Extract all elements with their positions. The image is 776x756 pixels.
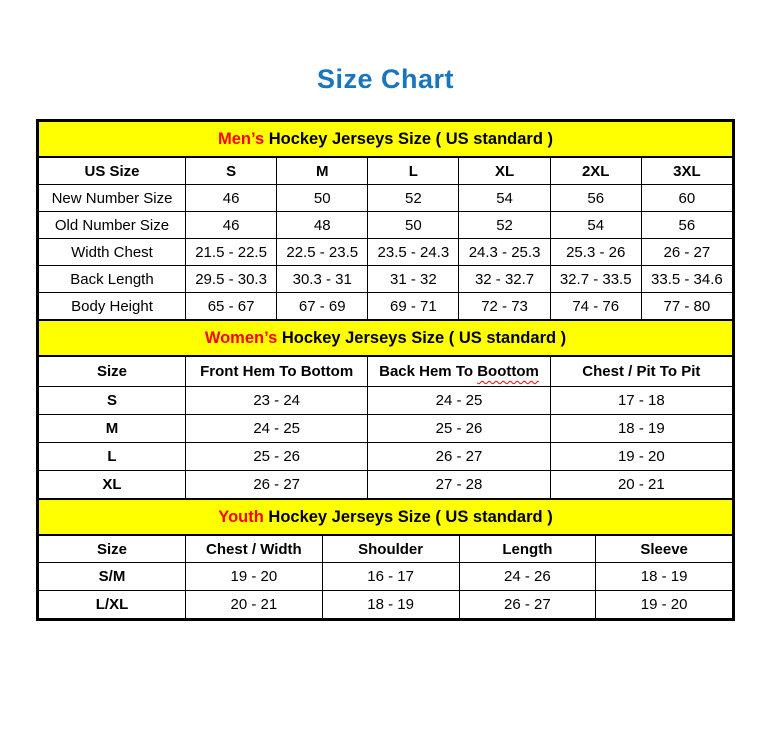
value-cell: 69 - 71 <box>368 293 459 320</box>
value-cell: 19 - 20 <box>186 563 323 591</box>
column-header-cell: M <box>277 157 368 185</box>
column-header-cell: Length <box>459 535 596 563</box>
value-cell: 24 - 26 <box>459 563 596 591</box>
value-cell: 23 - 24 <box>186 387 368 415</box>
table-row <box>39 471 733 499</box>
value-cell: 46 <box>186 185 277 212</box>
value-cell: 31 - 32 <box>368 266 459 293</box>
value-cell: 26 - 27 <box>368 443 550 471</box>
column-header-cell: Size <box>39 356 186 387</box>
value-cell: 19 - 20 <box>550 443 732 471</box>
row-label-cell: Back Length <box>39 266 186 293</box>
table-row <box>39 266 733 293</box>
row-label-cell: S/M <box>39 563 186 591</box>
value-cell: 27 - 28 <box>368 471 550 499</box>
column-header-cell: 2XL <box>550 157 641 185</box>
row-label-cell: S <box>39 387 186 415</box>
value-cell: 24 - 25 <box>186 415 368 443</box>
value-cell: 33.5 - 34.6 <box>641 266 732 293</box>
row-label-cell: Width Chest <box>39 239 186 266</box>
value-cell: 25.3 - 26 <box>550 239 641 266</box>
value-cell: 24 - 25 <box>368 387 550 415</box>
value-cell: 18 - 19 <box>322 591 459 619</box>
table-row <box>39 415 733 443</box>
band-highlight: Youth <box>218 507 264 526</box>
value-cell: 54 <box>459 185 550 212</box>
womens-column-header-row <box>39 356 733 387</box>
row-label-cell: Body Height <box>39 293 186 320</box>
value-cell: 20 - 21 <box>186 591 323 619</box>
row-label-cell: New Number Size <box>39 185 186 212</box>
youth-size-table <box>38 499 733 619</box>
table-row <box>39 563 733 591</box>
table-row <box>39 239 733 266</box>
value-cell: 17 - 18 <box>550 387 732 415</box>
value-cell: 23.5 - 24.3 <box>368 239 459 266</box>
mens-size-table <box>38 121 733 320</box>
value-cell: 18 - 19 <box>596 563 733 591</box>
band-highlight: Women’s <box>204 328 278 347</box>
table-row <box>39 185 733 212</box>
value-cell: 32 - 32.7 <box>459 266 550 293</box>
value-cell: 26 - 27 <box>641 239 732 266</box>
value-cell: 21.5 - 22.5 <box>186 239 277 266</box>
row-label-cell: L/XL <box>39 591 186 619</box>
youth-band-row <box>39 500 733 536</box>
column-header-cell: Shoulder <box>322 535 459 563</box>
value-cell: 50 <box>277 185 368 212</box>
band-rest: Hockey Jerseys Size ( US standard ) <box>277 328 567 347</box>
value-cell: 77 - 80 <box>641 293 732 320</box>
value-cell: 18 - 19 <box>550 415 732 443</box>
value-cell: 50 <box>368 212 459 239</box>
value-cell: 32.7 - 33.5 <box>550 266 641 293</box>
youth-column-header-row <box>39 535 733 563</box>
column-header-cell: Sleeve <box>596 535 733 563</box>
womens-size-table <box>38 320 733 499</box>
value-cell: 67 - 69 <box>277 293 368 320</box>
column-header-cell: L <box>368 157 459 185</box>
value-cell: 74 - 76 <box>550 293 641 320</box>
value-cell: 25 - 26 <box>186 443 368 471</box>
row-label-cell: M <box>39 415 186 443</box>
table-row <box>39 212 733 239</box>
table-row <box>39 443 733 471</box>
value-cell: 20 - 21 <box>550 471 732 499</box>
mens-band-title <box>39 122 733 158</box>
band-rest: Hockey Jerseys Size ( US standard ) <box>264 129 554 148</box>
value-cell: 52 <box>368 185 459 212</box>
column-header-cell: Chest / Width <box>186 535 323 563</box>
value-cell: 56 <box>550 185 641 212</box>
column-header-cell: Size <box>39 535 186 563</box>
value-cell: 30.3 - 31 <box>277 266 368 293</box>
column-header-cell: US Size <box>39 157 186 185</box>
value-cell: 22.5 - 23.5 <box>277 239 368 266</box>
row-label-cell: XL <box>39 471 186 499</box>
size-chart <box>36 119 735 621</box>
column-header-cell: Front Hem To Bottom <box>186 356 368 387</box>
value-cell: 56 <box>641 212 732 239</box>
row-label-cell: Old Number Size <box>39 212 186 239</box>
value-cell: 29.5 - 30.3 <box>186 266 277 293</box>
band-rest: Hockey Jerseys Size ( US standard ) <box>263 507 553 526</box>
value-cell: 19 - 20 <box>596 591 733 619</box>
value-cell: 48 <box>277 212 368 239</box>
row-label-cell: L <box>39 443 186 471</box>
column-header-cell: Chest / Pit To Pit <box>550 356 732 387</box>
column-header-cell: 3XL <box>641 157 732 185</box>
column-header-cell <box>368 356 550 387</box>
value-cell: 65 - 67 <box>186 293 277 320</box>
womens-band-row <box>39 321 733 357</box>
misspelled-word: Boottom <box>477 363 539 380</box>
band-highlight: Men’s <box>217 129 265 148</box>
youth-band-title <box>39 500 733 536</box>
womens-band-title <box>39 321 733 357</box>
column-header-cell: XL <box>459 157 550 185</box>
value-cell: 60 <box>641 185 732 212</box>
mens-column-header-row <box>39 157 733 185</box>
value-cell: 25 - 26 <box>368 415 550 443</box>
column-header-cell: S <box>186 157 277 185</box>
value-cell: 46 <box>186 212 277 239</box>
value-cell: 16 - 17 <box>322 563 459 591</box>
column-header-text: Back Hem To <box>379 363 478 380</box>
value-cell: 54 <box>550 212 641 239</box>
mens-band-row <box>39 122 733 158</box>
value-cell: 72 - 73 <box>459 293 550 320</box>
value-cell: 26 - 27 <box>186 471 368 499</box>
value-cell: 26 - 27 <box>459 591 596 619</box>
table-row <box>39 387 733 415</box>
value-cell: 24.3 - 25.3 <box>459 239 550 266</box>
value-cell: 52 <box>459 212 550 239</box>
page-title: Size Chart <box>316 64 455 94</box>
table-row <box>39 591 733 619</box>
table-row <box>39 293 733 320</box>
